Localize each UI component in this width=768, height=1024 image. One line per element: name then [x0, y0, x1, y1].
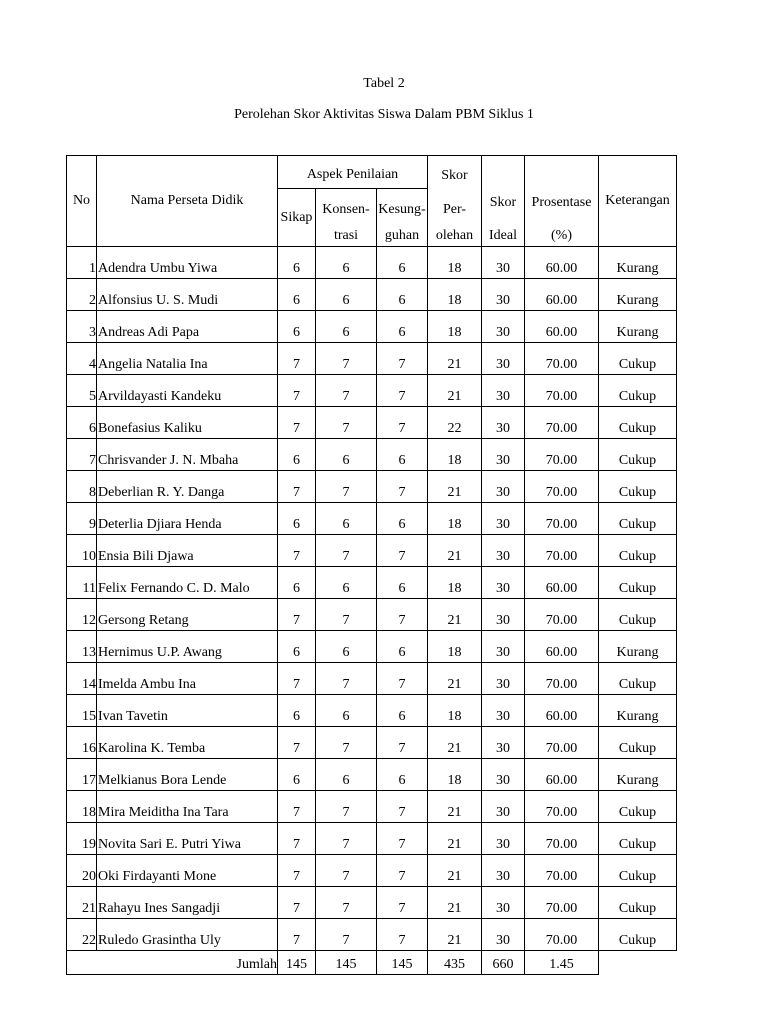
row-prosentase: 70.00 — [525, 535, 599, 567]
row-sikap: 7 — [278, 407, 316, 439]
row-ideal: 30 — [482, 343, 525, 375]
row-kesungguhan: 6 — [377, 631, 428, 663]
jumlah-label: Jumlah — [67, 951, 278, 975]
row-prosentase: 70.00 — [525, 823, 599, 855]
row-keterangan: Kurang — [599, 279, 677, 311]
row-keterangan: Cukup — [599, 887, 677, 919]
row-nama: Gersong Retang — [97, 599, 278, 631]
row-ideal: 30 — [482, 791, 525, 823]
table-row — [67, 695, 677, 727]
row-perolehan: 18 — [428, 279, 482, 311]
header-skor-perolehan-3: olehan — [428, 219, 482, 247]
row-prosentase: 70.00 — [525, 407, 599, 439]
table-row — [67, 503, 677, 535]
row-no: 19 — [67, 823, 97, 855]
row-perolehan: 21 — [428, 663, 482, 695]
jumlah-empty — [599, 951, 677, 975]
row-no: 17 — [67, 759, 97, 791]
jumlah-row — [67, 951, 677, 975]
row-ideal: 30 — [482, 695, 525, 727]
row-kesungguhan: 6 — [377, 695, 428, 727]
table-row — [67, 471, 677, 503]
header-nama: Nama Perseta Didik — [97, 156, 278, 247]
table-row — [67, 855, 677, 887]
table-row — [67, 727, 677, 759]
row-no: 1 — [67, 247, 97, 279]
row-sikap: 6 — [278, 279, 316, 311]
table-row — [67, 919, 677, 951]
row-perolehan: 21 — [428, 855, 482, 887]
row-prosentase: 60.00 — [525, 247, 599, 279]
row-kesungguhan: 7 — [377, 727, 428, 759]
row-konsentrasi: 6 — [316, 279, 377, 311]
row-perolehan: 21 — [428, 599, 482, 631]
row-kesungguhan: 6 — [377, 439, 428, 471]
score-table — [66, 155, 677, 975]
row-no: 6 — [67, 407, 97, 439]
row-no: 18 — [67, 791, 97, 823]
row-konsentrasi: 6 — [316, 759, 377, 791]
row-keterangan: Kurang — [599, 311, 677, 343]
jumlah-ideal: 660 — [482, 951, 525, 975]
row-kesungguhan: 7 — [377, 599, 428, 631]
row-prosentase: 70.00 — [525, 887, 599, 919]
row-konsentrasi: 7 — [316, 407, 377, 439]
row-nama: Ruledo Grasintha Uly — [97, 919, 278, 951]
row-nama: Arvildayasti Kandeku — [97, 375, 278, 407]
row-prosentase: 70.00 — [525, 663, 599, 695]
row-keterangan: Cukup — [599, 727, 677, 759]
row-no: 16 — [67, 727, 97, 759]
row-perolehan: 18 — [428, 759, 482, 791]
row-nama: Deberlian R. Y. Danga — [97, 471, 278, 503]
row-nama: Ensia Bili Djawa — [97, 535, 278, 567]
row-keterangan: Cukup — [599, 375, 677, 407]
row-nama: Karolina K. Temba — [97, 727, 278, 759]
row-konsentrasi: 7 — [316, 343, 377, 375]
row-konsentrasi: 6 — [316, 631, 377, 663]
row-ideal: 30 — [482, 727, 525, 759]
row-prosentase: 60.00 — [525, 311, 599, 343]
row-keterangan: Cukup — [599, 599, 677, 631]
row-prosentase: 70.00 — [525, 471, 599, 503]
row-kesungguhan: 6 — [377, 503, 428, 535]
row-keterangan: Cukup — [599, 919, 677, 951]
row-kesungguhan: 7 — [377, 535, 428, 567]
row-keterangan: Cukup — [599, 343, 677, 375]
row-no: 22 — [67, 919, 97, 951]
row-nama: Bonefasius Kaliku — [97, 407, 278, 439]
jumlah-kesungguhan: 145 — [377, 951, 428, 975]
header-sikap: Sikap — [278, 189, 316, 247]
row-sikap: 6 — [278, 759, 316, 791]
row-nama: Chrisvander J. N. Mbaha — [97, 439, 278, 471]
row-prosentase: 60.00 — [525, 759, 599, 791]
table-row — [67, 311, 677, 343]
row-ideal: 30 — [482, 823, 525, 855]
table-title: Perolehan Skor Aktivitas Siswa Dalam PBM Siklus 1 — [234, 107, 534, 122]
table-row — [67, 343, 677, 375]
row-sikap: 7 — [278, 375, 316, 407]
row-nama: Novita Sari E. Putri Yiwa — [97, 823, 278, 855]
row-no: 21 — [67, 887, 97, 919]
row-kesungguhan: 7 — [377, 471, 428, 503]
row-prosentase: 60.00 — [525, 631, 599, 663]
row-konsentrasi: 7 — [316, 855, 377, 887]
row-no: 20 — [67, 855, 97, 887]
row-perolehan: 21 — [428, 375, 482, 407]
table-row — [67, 663, 677, 695]
table-row — [67, 279, 677, 311]
row-prosentase: 70.00 — [525, 855, 599, 887]
header-skor-ideal-1: Skor — [482, 156, 525, 219]
row-no: 2 — [67, 279, 97, 311]
row-no: 9 — [67, 503, 97, 535]
table-row — [67, 375, 677, 407]
row-ideal: 30 — [482, 535, 525, 567]
header-prosentase-2: (%) — [525, 219, 599, 247]
row-nama: Deterlia Djiara Henda — [97, 503, 278, 535]
row-konsentrasi: 6 — [316, 503, 377, 535]
row-konsentrasi: 7 — [316, 663, 377, 695]
row-nama: Imelda Ambu Ina — [97, 663, 278, 695]
row-prosentase: 70.00 — [525, 343, 599, 375]
row-no: 7 — [67, 439, 97, 471]
row-sikap: 6 — [278, 503, 316, 535]
row-nama: Oki Firdayanti Mone — [97, 855, 278, 887]
row-sikap: 7 — [278, 919, 316, 951]
row-keterangan: Cukup — [599, 823, 677, 855]
row-keterangan: Cukup — [599, 791, 677, 823]
header-konsentrasi-1: Konsen- — [316, 189, 377, 219]
row-kesungguhan: 7 — [377, 887, 428, 919]
row-sikap: 7 — [278, 535, 316, 567]
row-prosentase: 60.00 — [525, 695, 599, 727]
row-ideal: 30 — [482, 567, 525, 599]
row-perolehan: 18 — [428, 695, 482, 727]
row-no: 12 — [67, 599, 97, 631]
row-ideal: 30 — [482, 471, 525, 503]
header-keterangan: Keterangan — [599, 156, 677, 247]
row-prosentase: 60.00 — [525, 567, 599, 599]
row-konsentrasi: 7 — [316, 823, 377, 855]
row-sikap: 7 — [278, 887, 316, 919]
row-kesungguhan: 7 — [377, 343, 428, 375]
row-no: 15 — [67, 695, 97, 727]
row-konsentrasi: 7 — [316, 471, 377, 503]
row-kesungguhan: 7 — [377, 663, 428, 695]
row-perolehan: 21 — [428, 535, 482, 567]
row-kesungguhan: 6 — [377, 247, 428, 279]
row-nama: Felix Fernando C. D. Malo — [97, 567, 278, 599]
row-keterangan: Cukup — [599, 503, 677, 535]
row-prosentase: 70.00 — [525, 439, 599, 471]
row-kesungguhan: 6 — [377, 279, 428, 311]
table-row — [67, 247, 677, 279]
row-ideal: 30 — [482, 855, 525, 887]
row-keterangan: Kurang — [599, 695, 677, 727]
row-no: 5 — [67, 375, 97, 407]
table-row — [67, 631, 677, 663]
row-kesungguhan: 7 — [377, 375, 428, 407]
row-nama: Rahayu Ines Sangadji — [97, 887, 278, 919]
row-nama: Andreas Adi Papa — [97, 311, 278, 343]
table-row — [67, 599, 677, 631]
row-ideal: 30 — [482, 663, 525, 695]
row-perolehan: 18 — [428, 503, 482, 535]
header-no: No — [67, 156, 97, 247]
row-keterangan: Kurang — [599, 631, 677, 663]
row-perolehan: 21 — [428, 471, 482, 503]
row-keterangan: Cukup — [599, 439, 677, 471]
row-konsentrasi: 7 — [316, 375, 377, 407]
row-sikap: 7 — [278, 343, 316, 375]
row-kesungguhan: 7 — [377, 855, 428, 887]
table-row — [67, 407, 677, 439]
row-kesungguhan: 7 — [377, 823, 428, 855]
row-no: 3 — [67, 311, 97, 343]
row-keterangan: Cukup — [599, 471, 677, 503]
row-perolehan: 18 — [428, 311, 482, 343]
row-perolehan: 18 — [428, 247, 482, 279]
row-ideal: 30 — [482, 407, 525, 439]
row-konsentrasi: 6 — [316, 695, 377, 727]
row-ideal: 30 — [482, 631, 525, 663]
row-sikap: 7 — [278, 727, 316, 759]
jumlah-prosentase: 1.45 — [525, 951, 599, 975]
table-row — [67, 439, 677, 471]
row-ideal: 30 — [482, 439, 525, 471]
row-konsentrasi: 7 — [316, 791, 377, 823]
row-sikap: 6 — [278, 247, 316, 279]
row-keterangan: Cukup — [599, 535, 677, 567]
row-sikap: 6 — [278, 567, 316, 599]
jumlah-perolehan: 435 — [428, 951, 482, 975]
row-sikap: 7 — [278, 823, 316, 855]
row-kesungguhan: 6 — [377, 759, 428, 791]
header-skor-perolehan-2: Per- — [428, 189, 482, 219]
table-body — [67, 247, 677, 951]
row-sikap: 7 — [278, 599, 316, 631]
row-nama: Hernimus U.P. Awang — [97, 631, 278, 663]
row-kesungguhan: 7 — [377, 407, 428, 439]
row-ideal: 30 — [482, 247, 525, 279]
row-kesungguhan: 6 — [377, 567, 428, 599]
row-no: 8 — [67, 471, 97, 503]
row-nama: Melkianus Bora Lende — [97, 759, 278, 791]
row-no: 14 — [67, 663, 97, 695]
row-prosentase: 70.00 — [525, 599, 599, 631]
row-ideal: 30 — [482, 919, 525, 951]
header-aspek-penilaian: Aspek Penilaian — [278, 156, 428, 189]
row-perolehan: 18 — [428, 439, 482, 471]
row-prosentase: 70.00 — [525, 503, 599, 535]
header-prosentase-1: Prosentase — [525, 156, 599, 219]
header-kesungguhan-2: guhan — [377, 219, 428, 247]
row-no: 10 — [67, 535, 97, 567]
row-nama: Ivan Tavetin — [97, 695, 278, 727]
table-caption: Tabel 2 — [363, 76, 405, 91]
header-skor-ideal-2: Ideal — [482, 219, 525, 247]
row-konsentrasi: 7 — [316, 599, 377, 631]
row-sikap: 7 — [278, 471, 316, 503]
row-ideal: 30 — [482, 759, 525, 791]
row-konsentrasi: 6 — [316, 439, 377, 471]
row-ideal: 30 — [482, 375, 525, 407]
row-konsentrasi: 7 — [316, 727, 377, 759]
row-ideal: 30 — [482, 503, 525, 535]
table-row — [67, 759, 677, 791]
row-prosentase: 70.00 — [525, 727, 599, 759]
row-sikap: 7 — [278, 791, 316, 823]
header-konsentrasi-2: trasi — [316, 219, 377, 247]
row-ideal: 30 — [482, 311, 525, 343]
row-nama: Mira Meiditha Ina Tara — [97, 791, 278, 823]
row-nama: Angelia Natalia Ina — [97, 343, 278, 375]
row-keterangan: Cukup — [599, 663, 677, 695]
row-kesungguhan: 7 — [377, 919, 428, 951]
row-no: 13 — [67, 631, 97, 663]
row-sikap: 6 — [278, 439, 316, 471]
row-konsentrasi: 6 — [316, 311, 377, 343]
row-keterangan: Kurang — [599, 759, 677, 791]
row-no: 11 — [67, 567, 97, 599]
table-row — [67, 887, 677, 919]
header-skor-perolehan-1: Skor — [428, 156, 482, 189]
row-nama: Alfonsius U. S. Mudi — [97, 279, 278, 311]
row-keterangan: Cukup — [599, 567, 677, 599]
row-keterangan: Cukup — [599, 855, 677, 887]
row-sikap: 7 — [278, 663, 316, 695]
row-perolehan: 22 — [428, 407, 482, 439]
table-row — [67, 535, 677, 567]
table-row — [67, 791, 677, 823]
row-perolehan: 21 — [428, 887, 482, 919]
row-no: 4 — [67, 343, 97, 375]
table-row — [67, 567, 677, 599]
row-sikap: 6 — [278, 311, 316, 343]
row-sikap: 6 — [278, 631, 316, 663]
row-prosentase: 70.00 — [525, 791, 599, 823]
row-perolehan: 21 — [428, 727, 482, 759]
row-perolehan: 21 — [428, 791, 482, 823]
header-kesungguhan-1: Kesung- — [377, 189, 428, 219]
row-perolehan: 21 — [428, 343, 482, 375]
row-nama: Adendra Umbu Yiwa — [97, 247, 278, 279]
row-konsentrasi: 6 — [316, 567, 377, 599]
row-keterangan: Kurang — [599, 247, 677, 279]
row-sikap: 6 — [278, 695, 316, 727]
table-row — [67, 823, 677, 855]
row-kesungguhan: 6 — [377, 311, 428, 343]
jumlah-konsentrasi: 145 — [316, 951, 377, 975]
row-prosentase: 70.00 — [525, 919, 599, 951]
row-ideal: 30 — [482, 279, 525, 311]
row-perolehan: 18 — [428, 567, 482, 599]
row-konsentrasi: 7 — [316, 919, 377, 951]
row-prosentase: 60.00 — [525, 279, 599, 311]
row-perolehan: 21 — [428, 823, 482, 855]
row-ideal: 30 — [482, 887, 525, 919]
row-perolehan: 18 — [428, 631, 482, 663]
row-kesungguhan: 7 — [377, 791, 428, 823]
row-perolehan: 21 — [428, 919, 482, 951]
row-keterangan: Cukup — [599, 407, 677, 439]
row-konsentrasi: 6 — [316, 247, 377, 279]
row-konsentrasi: 7 — [316, 887, 377, 919]
row-konsentrasi: 7 — [316, 535, 377, 567]
row-ideal: 30 — [482, 599, 525, 631]
jumlah-sikap: 145 — [278, 951, 316, 975]
row-sikap: 7 — [278, 855, 316, 887]
row-prosentase: 70.00 — [525, 375, 599, 407]
